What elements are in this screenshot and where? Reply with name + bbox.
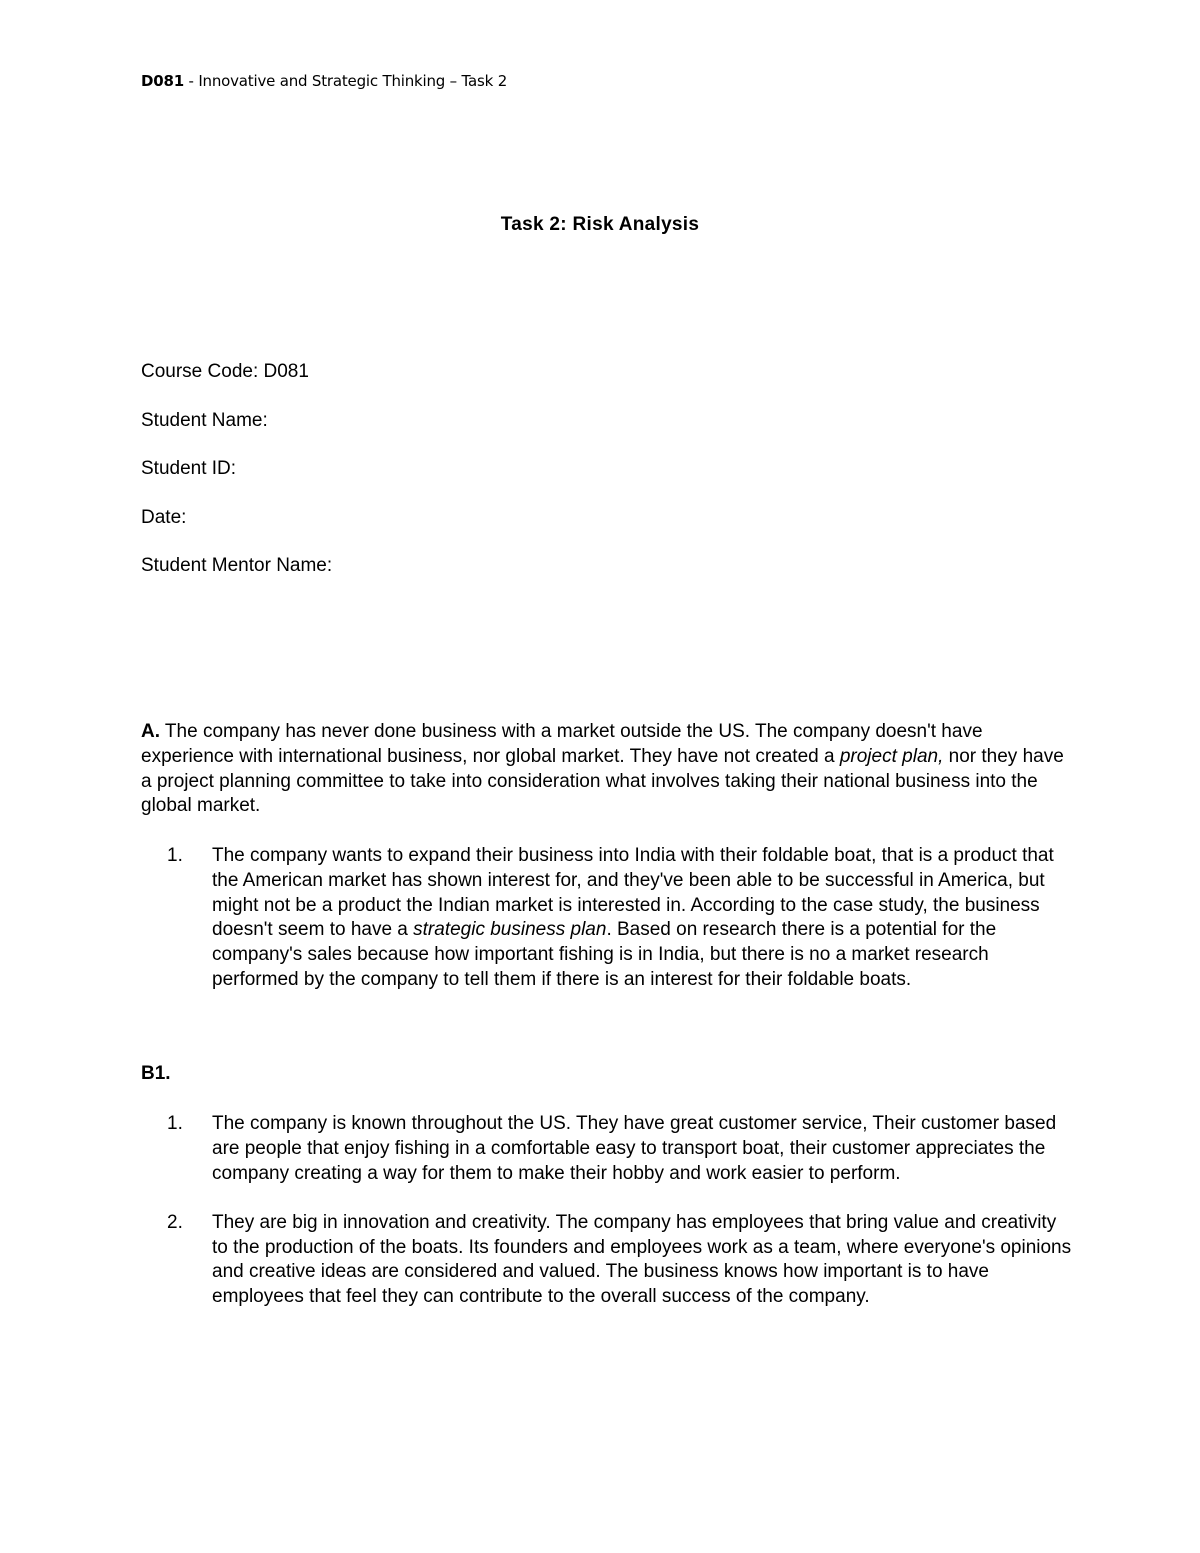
section-b1-heading: B1. — [141, 1063, 171, 1084]
list-item-number: 1. — [167, 1113, 183, 1134]
list-item-text — [212, 844, 1072, 993]
header-course-title: - Innovative and Strategic Thinking – Task 2 — [183, 72, 508, 90]
list-item-text-2: . Based on research there is a potential for the company's sales because how important fishing is in India, but there is no a market research performed by the company to tell them if there is an interest for their foldable boats. — [212, 919, 997, 990]
section-a-text-2: nor they have a project planning committee to take into consideration what involves taking their national business into the global market. — [141, 745, 1064, 817]
course-code-line: Course Code: D081 — [141, 361, 309, 382]
section-a-text-1: The company has never done business with a market outside the US. The company doesn't have experience with international business, nor global market. They have not created a — [141, 721, 983, 767]
document-title: Task 2: Risk Analysis — [500, 214, 700, 235]
list-item-number: 1. — [167, 845, 183, 866]
student-id-line: Student ID: — [141, 458, 237, 479]
date-line: Date: — [141, 506, 187, 528]
section-a-italic: project plan, — [839, 745, 944, 767]
page-header — [141, 72, 507, 90]
list-item-number: 2. — [167, 1211, 183, 1233]
list-item — [0, 1211, 1080, 1310]
section-a-paragraph — [141, 720, 1071, 819]
student-info-block — [141, 360, 332, 603]
list-item — [0, 1112, 1080, 1186]
list-item-text: They are big in innovation and creativity. The company has employees that bring value and creativity to the production of the boats. Its founders and employees work as a team, where everyone's opinions and creative ideas are considered and valued. The business knows how important is to have employees that feel they can contribute to the overall success of the company. — [212, 1211, 1072, 1308]
header-course-code: D081 — [141, 72, 184, 90]
list-item-text: The company is known throughout the US. They have great customer service, Their customer based are people that enjoy fishing in a comfortable easy to transport boat, their customer appreciates the company creating a way for them to make their hobby and work easier to perform. — [212, 1113, 1057, 1184]
list-item — [0, 844, 1080, 993]
section-a-list — [0, 844, 1080, 993]
student-name-line: Student Name: — [141, 409, 268, 431]
list-item-text-1: The company wants to expand their business into India with their foldable boat, that is a product that the American market has shown interest for, and they've been able to be successful in America, but might not be a product the Indian market is interested in. According to the case study, the business doesn't seem to have a — [212, 845, 1054, 941]
mentor-name-line: Student Mentor Name: — [141, 555, 333, 576]
section-b1-list — [0, 1112, 1080, 1310]
list-item-italic: strategic business plan — [413, 919, 607, 941]
section-a-label: A. — [141, 721, 160, 742]
